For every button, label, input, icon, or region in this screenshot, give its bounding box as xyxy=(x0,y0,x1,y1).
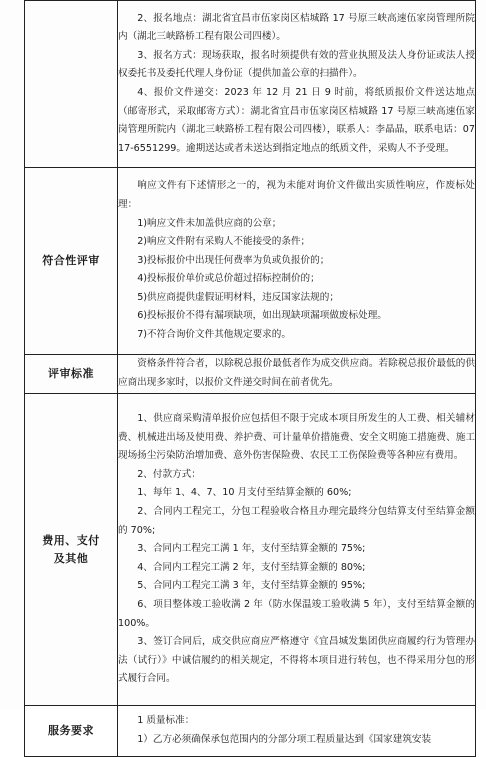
service-content xyxy=(118,706,476,757)
compliance-row xyxy=(25,168,476,355)
registration-location-text: 2、报名地点：湖北省宜昌市伍家岗区桔城路 17 号原三峡高速伍家岗管理所院内（湖北三峡路桥工程有限公司四楼）。 xyxy=(118,12,475,43)
registration-row xyxy=(25,1,476,168)
service-paragraph: 1 质量标准： xyxy=(137,715,195,727)
fees-paragraph: 5、合同内工程完工满 3 年，支付至结算金额的 95%; xyxy=(137,580,366,592)
compliance-item: 4)投标报价单价或总价超过招标控制价的； xyxy=(137,273,320,285)
fees-paragraph: 6、项目整体竣工验收满 2 年（防水保温竣工验收满 5 年），支付至结算金额的 100%。 xyxy=(118,598,475,629)
procurement-table xyxy=(24,0,476,757)
compliance-content xyxy=(118,168,476,355)
compliance-item: 1)响应文件未加盖供应商的公章； xyxy=(137,217,282,229)
fees-label-text: 费用、支付及其他 xyxy=(42,533,100,565)
evaluation-label: 评审标准 xyxy=(25,355,118,394)
registration-label-cell xyxy=(25,1,118,168)
evaluation-row xyxy=(25,355,476,394)
service-label: 服务要求 xyxy=(25,706,118,757)
registration-method-text: 3、报名方式：现场获取，报名时须提供有效的营业执照及法人身份证或法人授权委托书及委托代理人身份证（提供加盖公章的扫描件）。 xyxy=(118,49,475,80)
compliance-intro: 响应文件有下述情形之一的，视为未能对询价文件做出实质性响应，作废标处理： xyxy=(118,180,475,210)
registration-content xyxy=(118,1,476,168)
compliance-label: 符合性评审 xyxy=(25,168,118,355)
fees-paragraph: 3、签订合同后，成交供应商应严格遵守《宜昌城发集团供应商履约行为管理办法（试行）》中诚信履约的相关规定，不得将本项目进行转包，也不得采用分包的形式履行合同。 xyxy=(118,636,475,685)
compliance-item: 3)投标报价中出现任何费率为负或负报价的； xyxy=(137,254,330,266)
compliance-item: 5)供应商提供虚假证明材料，违反国家法规的； xyxy=(137,291,339,303)
fees-label xyxy=(25,394,118,706)
fees-paragraph: 2、合同内工程完工，分包工程验收合格且办理完最终分包结算支付至结算金额的 70%; xyxy=(118,506,475,536)
evaluation-text: 资格条件符合者，以除税总报价最低者作为成交供应商。若除税总报价最低的供应商出现多家时，以报价文件递交时间在前者优先。 xyxy=(118,358,475,388)
fees-paragraph: 4、合同内工程完工满 2 年，支付至结算金额的 80%; xyxy=(137,561,366,573)
evaluation-content xyxy=(118,355,476,394)
fees-paragraph: 2、付款方式： xyxy=(137,468,201,480)
fees-paragraph: 1、每年 1、4、7、10 月支付至结算金额的 60%; xyxy=(137,487,352,499)
fees-content xyxy=(118,394,476,706)
quote-submission-text: 4、报价文件递交：2023 年 12 月 21 日 9 时前，将纸质报价文件送达地点（邮寄形式，采取邮寄方式）：湖北省宜昌市伍家岗区桔城路 17 号原三峡高速伍家岗管理所院内（湖北三峡路桥工程有限公司四楼），联系人：李晶晶，联系电话：0717-6551299。逾期送达或者未送达到指定地点的纸质文件，采购人不予受理。 xyxy=(118,87,475,154)
compliance-item: 6)投标报价不得有漏项缺项，如出现缺项漏项做废标处理。 xyxy=(137,310,387,322)
compliance-item: 7)不符合询价文件其他规定要求的。 xyxy=(137,329,291,341)
service-paragraph: 1）乙方必须确保承包范围内的分部分项工程质量达到《国家建筑安装 xyxy=(137,734,432,745)
fees-paragraph: 3、合同内工程完工满 1 年，支付至结算金额的 75%; xyxy=(137,543,366,555)
fees-paragraph: 1、供应商采购清单报价应包括但不限于完成本项目所发生的人工费、相关辅材费、机械进出场及使用费、养护费、可计量单价措施费、安全文明施工措施费、施工现场扬尘污染防治增加费、意外伤害保险费、农民工工伤保险费等各种应有费用。 xyxy=(118,413,475,462)
fees-row xyxy=(25,394,476,706)
compliance-item: 2)响应文件附有采购人不能接受的条件； xyxy=(137,236,311,248)
service-row xyxy=(25,706,476,757)
